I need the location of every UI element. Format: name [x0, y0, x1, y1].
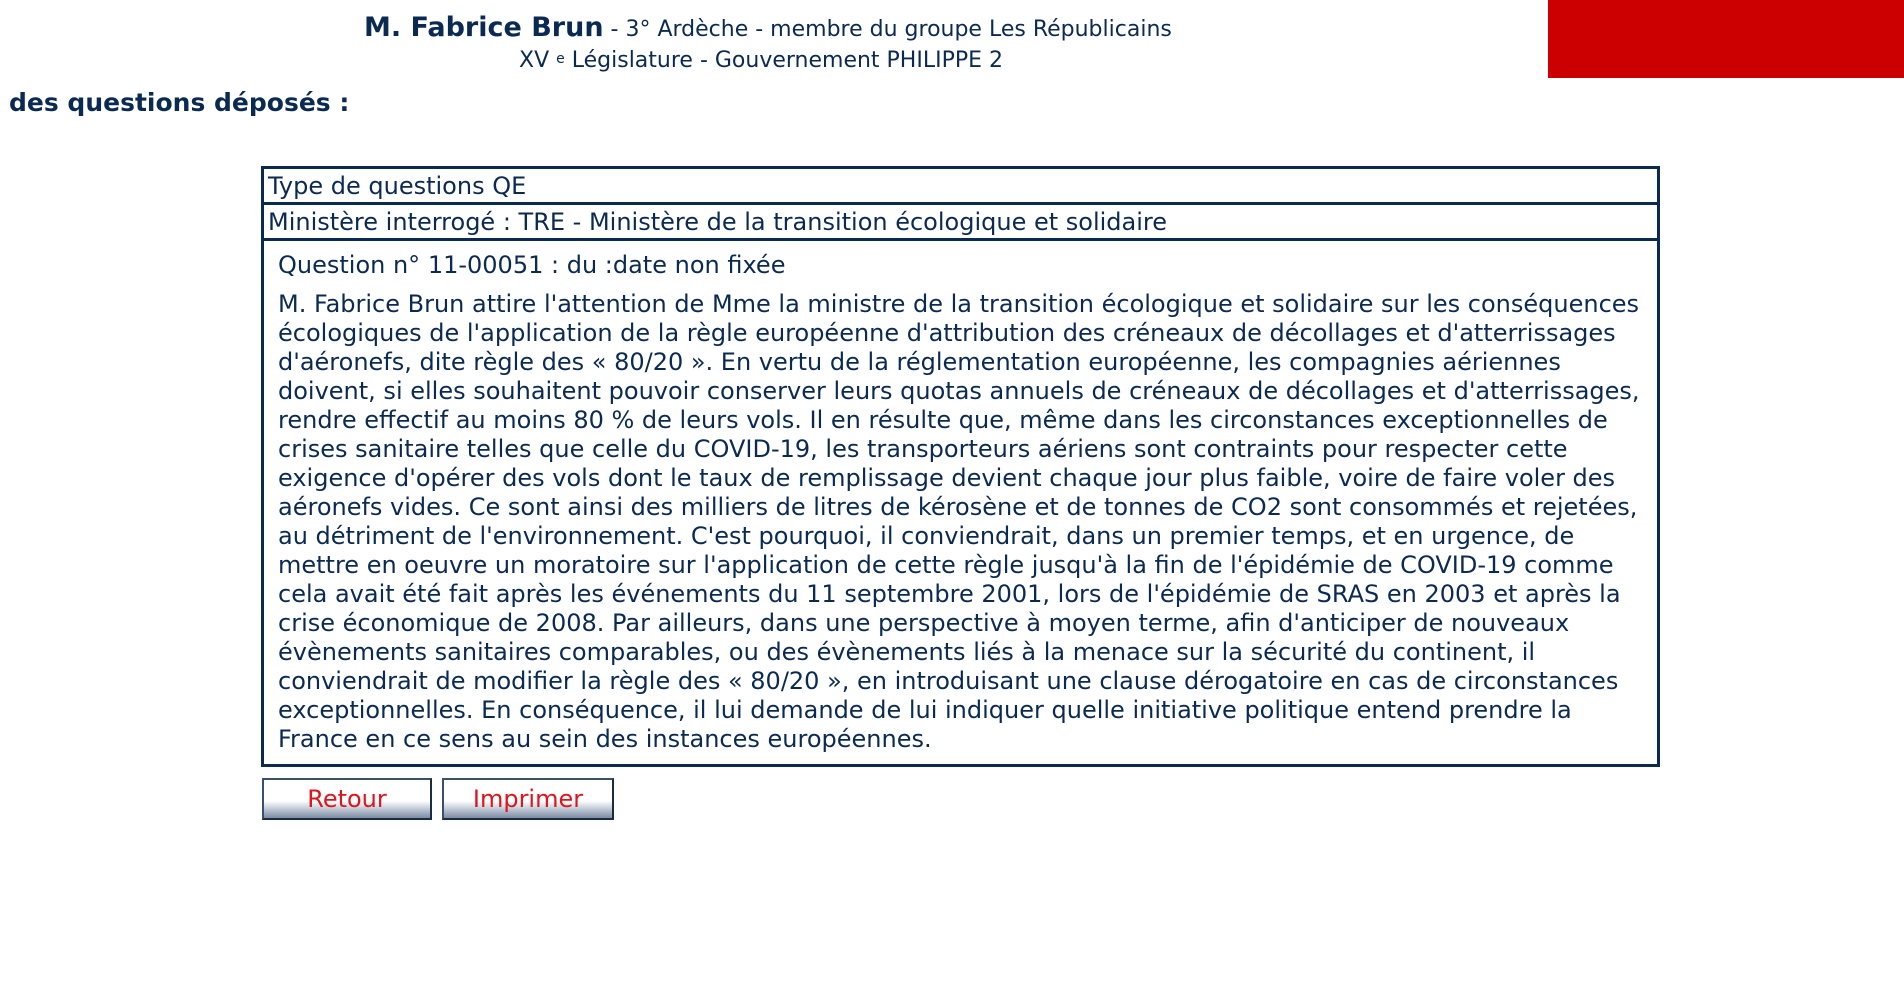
legislature-line [519, 46, 1003, 76]
legislature-prefix: XV [519, 48, 557, 73]
header-red-banner [1548, 0, 1904, 78]
section-title: des questions déposés : [9, 88, 350, 117]
question-box [261, 166, 1660, 767]
deputy-info: - 3° Ardèche - membre du groupe Les Républicains [603, 17, 1172, 42]
question-title: Question n° 11-00051 : du :date non fixée [278, 251, 786, 279]
question-body [264, 241, 1657, 764]
deputy-line [364, 12, 1172, 46]
question-type-row: Type de questions QE [264, 169, 1657, 205]
deputy-name: M. Fabrice Brun [364, 12, 604, 43]
question-ministry-row: Ministère interrogé : TRE - Ministère de la transition écologique et solidaire [264, 205, 1657, 241]
back-button[interactable]: Retour [262, 778, 432, 820]
print-button[interactable]: Imprimer [442, 778, 614, 820]
legislature-rest: Législature - Gouvernement PHILIPPE 2 [564, 48, 1004, 73]
legislature-superscript: e [556, 51, 565, 67]
action-buttons [262, 778, 614, 820]
question-text: M. Fabrice Brun attire l'attention de Mme la ministre de la transition écologique et solidaire sur les conséquences écologiques de l'application de la règle européenne d'attribution des créneaux de décollages et d'atterrissages d'aéronefs, dite règle des « 80/20 ». En vertu de la réglementation européenne, les compagnies aériennes doivent, si elles souhaitent pouvoir conserver leurs quotas annuels de créneaux de décollages et d'atterrissages, rendre effectif au moins 80 % de leurs vols. Il en résulte que, même dans les circonstances exceptionnelles de crises sanitaire telles que celle du COVID-19, les transporteurs aériens sont contraints pour respecter cette exigence d'opérer des vols dont le taux de remplissage devient chaque jour plus faible, voire de faire voler des aéronefs vides. Ce sont ainsi des milliers de litres de kérosène et de tonnes de CO2 sont consommés et rejetées, au détriment de l'environnement. C'est pourquoi, il conviendrait, dans un premier temps, et en urgence, de mettre en oeuvre un moratoire sur l'application de cette règle jusqu'à la fin de l'épidémie de COVID-19 comme cela avait été fait après les événements du 11 septembre 2001, lors de l'épidémie de SRAS en 2003 et après la crise économique de 2008. Par ailleurs, dans une perspective à moyen terme, afin d'anticiper de nouveaux évènements sanitaires comparables, ou des évènements liés à la menace sur la sécurité du continent, il conviendrait de modifier la règle des « 80/20 », en introduisant une clause dérogatoire en cas de circonstances exceptionnelles. En conséquence, il lui demande de lui indiquer quelle initiative politique entend prendre la France en ce sens au sein des instances européennes. [278, 290, 1640, 753]
